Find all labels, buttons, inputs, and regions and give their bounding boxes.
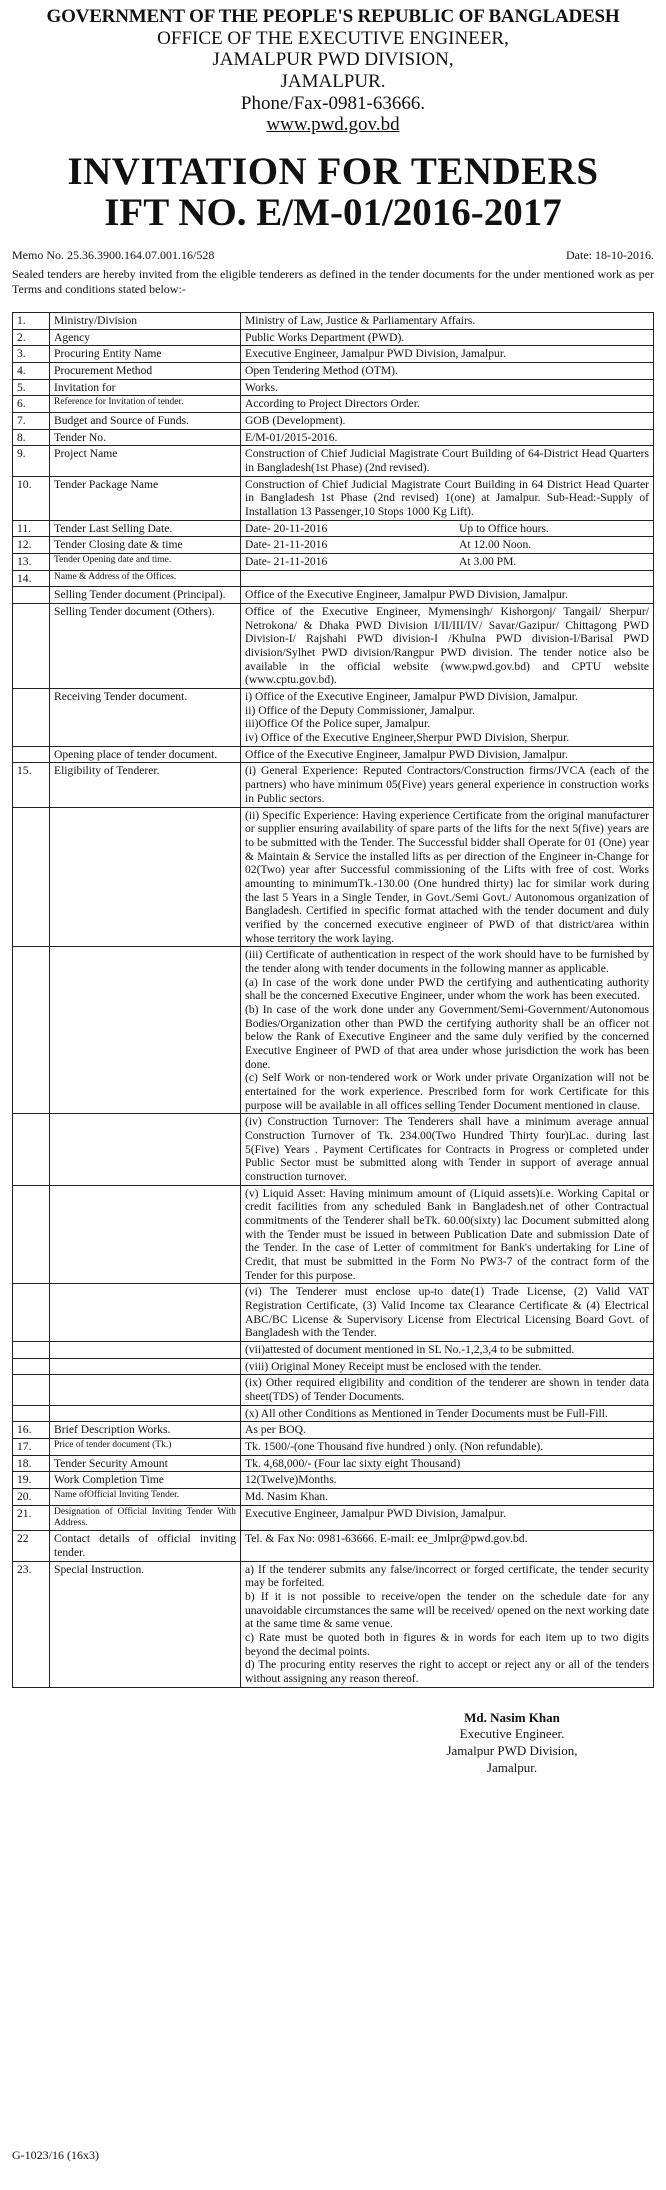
eligibility-item: (x) All other Conditions as Mentioned in Tender Documents must be Full-Fill.: [241, 1405, 654, 1422]
serial-number: [13, 587, 50, 604]
serial-number: 6.: [13, 396, 50, 413]
eligibility-item: (i) General Experience: Reputed Contractors/Construction firms/JVCA (each of the partners) who have minimum 05(Five) years general experience in construction works in Public sectors.: [241, 763, 654, 807]
table-row: [13, 313, 654, 330]
time-value: At 12.00 Noon.: [459, 538, 532, 552]
table-row: [13, 1375, 654, 1405]
table-row: [13, 1505, 654, 1530]
row-label: [50, 807, 241, 947]
row-value: Md. Nasim Khan.: [241, 1489, 654, 1506]
eligibility-item: (iv) Construction Turnover: The Tenderers shall have a minimum average annual Construction Turnover of Tk. 234.00(Two Hundred Thirty four)Lac. during last 5(Five) Years . Payment Certificates for Contracts in Progress or completed under Public Sector must be submitted along with Tender in support of average annual construction turnover.: [241, 1114, 654, 1185]
serial-number: 11.: [13, 520, 50, 537]
signatory-division: Jamalpur PWD Division,: [446, 1743, 578, 1759]
serial-number: 15.: [13, 763, 50, 807]
serial-number: 20.: [13, 1489, 50, 1506]
row-label: Name ofOfficial Inviting Tender.: [50, 1489, 241, 1506]
table-row: [13, 689, 654, 747]
row-value: Executive Engineer, Jamalpur PWD Division, Jamalpur.: [241, 346, 654, 363]
serial-number: 23.: [13, 1561, 50, 1687]
row-label: Procurement Method: [50, 363, 241, 380]
row-value: [241, 520, 654, 537]
row-label: Designation of Official Inviting Tender With Address.: [50, 1505, 241, 1530]
intro-paragraph: Sealed tenders are hereby invited from the eligible tenderers as defined in the tender documents for the under mentioned work as per Terms and conditions stated below:-: [12, 266, 654, 297]
table-row: [13, 604, 654, 689]
row-value: Construction of Chief Judicial Magistrate Court Building in 64 District Head Quarter in Bangladesh 1st Phase (2nd revised) 1(one) at Jamalpur. Sub-Head:-Supply of Installation 13 Passenger,10 Stops 1000 Kg Lift).: [241, 476, 654, 520]
serial-number: [13, 1342, 50, 1359]
serial-number: 9.: [13, 446, 50, 476]
row-value: Construction of Chief Judicial Magistrate Court Building of 64-District Head Quarters in Bangladesh(1st Phase) (2nd revised).: [241, 446, 654, 476]
serial-number: 14.: [13, 570, 50, 587]
row-label: Contact details of official inviting tender.: [50, 1531, 241, 1561]
signatory-city: Jamalpur.: [486, 1760, 538, 1776]
serial-number: 4.: [13, 363, 50, 380]
row-label: Tender No.: [50, 429, 241, 446]
table-row: [13, 1342, 654, 1359]
row-label: Eligibility of Tenderer.: [50, 763, 241, 807]
row-label: Brief Description Works.: [50, 1422, 241, 1439]
notice-title: INVITATION FOR TENDERS: [67, 149, 599, 193]
serial-number: [13, 1114, 50, 1185]
serial-number: 1.: [13, 313, 50, 330]
serial-number: [13, 604, 50, 689]
row-value: [241, 689, 654, 747]
row-label: [50, 1284, 241, 1342]
row-value: Tk. 4,68,000/- (Four lac sixty eight Thousand): [241, 1455, 654, 1472]
row-value: Tk. 1500/-(one Thousand five hundred ) only. (Non refundable).: [241, 1439, 654, 1456]
serial-number: 10.: [13, 476, 50, 520]
row-label: Special Instruction.: [50, 1561, 241, 1687]
table-row: [13, 446, 654, 476]
table-row: [13, 570, 654, 587]
table-row: [13, 1422, 654, 1439]
row-label: [50, 1375, 241, 1405]
serial-number: 22: [13, 1531, 50, 1561]
time-value: Up to Office hours.: [459, 521, 549, 535]
table-row: [13, 1489, 654, 1506]
table-row: [13, 379, 654, 396]
table-row: [13, 329, 654, 346]
eligibility-item: (v) Liquid Asset: Having minimum amount of (Liquid assets)i.e. Working Capital or credit facilities from any scheduled Bank in Bangladesh.net of other Contractual commitments of the Tenderer shall beTk. 60.00(sixty) lac Document submitted along with the Tender must be issued in between Publication Date and submission Date of the Tender. In the case of Letter of commitment for Bank's undertaking for Line of Credit, that must be submitted in the Form No PW3-7 of the contract form of the Tender for this purpose.: [241, 1185, 654, 1284]
table-row: [13, 763, 654, 807]
serial-number: 12.: [13, 537, 50, 554]
table-row: [13, 746, 654, 763]
serial-number: [13, 1405, 50, 1422]
row-label: [50, 1405, 241, 1422]
table-row: [13, 1439, 654, 1456]
table-row: [13, 429, 654, 446]
row-value: Office of the Executive Engineer, Jamalpur PWD Division, Jamalpur.: [241, 746, 654, 763]
row-value: Office of the Executive Engineer, Jamalpur PWD Division, Jamalpur.: [241, 587, 654, 604]
row-label: Tender Closing date & time: [50, 537, 241, 554]
table-row: [13, 1561, 654, 1687]
serial-number: [13, 1358, 50, 1375]
row-value: Ministry of Law, Justice & Parliamentary Affairs.: [241, 313, 654, 330]
serial-number: [13, 1284, 50, 1342]
special-instruction: a) If the tenderer submits any false/incorrect or forged certificate, the tender security may be forfeited. b) If it is not possible to receive/open the tender on the schedule date for any unavoidable circumstances the same will be received/ opened on the next working date at the same time & same venue. c) Rate must be quoted both in figures & in words for each item up to two digits beyond the decimal points. d) The procuring entity reserves the right to accept or reject any or all of the tenders without assigning any reason thereof.: [241, 1561, 654, 1687]
row-label: Procuring Entity Name: [50, 346, 241, 363]
row-label: Selling Tender document (Others).: [50, 604, 241, 689]
table-row: [13, 363, 654, 380]
row-label: Opening place of tender document.: [50, 746, 241, 763]
date-value: Date- 21-11-2016: [245, 538, 328, 552]
eligibility-item: (ix) Other required eligibility and condition of the tenderer are shown in tender data sheet(TDS) of Tender Documents.: [241, 1375, 654, 1405]
signatory-designation: Executive Engineer.: [459, 1726, 565, 1742]
letterhead: [12, 6, 654, 136]
row-value: Tel. & Fax No: 0981-63666. E-mail: ee_Jmlpr@pwd.gov.bd.: [241, 1531, 654, 1561]
office-name: OFFICE OF THE EXECUTIVE ENGINEER,: [157, 27, 509, 49]
city-name: JAMALPUR.: [280, 70, 386, 92]
row-value: According to Project Directors Order.: [241, 396, 654, 413]
ift-number: IFT NO. E/M-01/2016-2017: [104, 190, 562, 234]
division-name: JAMALPUR PWD DIVISION,: [212, 49, 454, 71]
table-row: [13, 537, 654, 554]
row-label: Invitation for: [50, 379, 241, 396]
row-value: Works.: [241, 379, 654, 396]
table-row: [13, 1185, 654, 1284]
receiving-office: ii) Office of the Deputy Commissioner, Jamalpur.: [245, 703, 475, 717]
row-label: Price of tender document (Tk.): [50, 1439, 241, 1456]
row-value: E/M-01/2015-2016.: [241, 429, 654, 446]
table-row: [13, 1531, 654, 1561]
government-name: GOVERNMENT OF THE PEOPLE'S REPUBLIC OF BANGLADESH: [46, 6, 620, 27]
serial-number: [13, 1375, 50, 1405]
serial-number: 2.: [13, 329, 50, 346]
table-row: [13, 1284, 654, 1342]
row-label: Ministry/Division: [50, 313, 241, 330]
eligibility-item: (vii)attested of document mentioned in SL No.-1,2,3,4 to be submitted.: [241, 1342, 654, 1359]
eligibility-item: (ii) Specific Experience: Having experience Certificate from the original manufacturer or supplier ensuring availability of spare parts of the lifts for the next 5(five) years are to be submitted with the Tender. The Successful bidder shall Operate for 01 (One) year & Maintain & Service the installed lifts as per direction of the Engineer in-Change for 02(Two) year after Successful commissioning of the Lifts with free of cost. Works amounting to minimumTk.-130.00 (One hundred thirty) lac for similar work during the last 5 Years in a Single Tender, in Govt./Semi Govt./ Autonomous organization of Bangladesh. Certified in specific format attached with the tender document and duly verified by the concerned executive engineer of PWD of that district/area within whose territory the work laying.: [241, 807, 654, 947]
table-row: [13, 1358, 654, 1375]
signatory-name: Md. Nasim Khan: [464, 1709, 560, 1725]
row-label: Reference for Invitation of tender.: [50, 396, 241, 413]
row-label: Tender Security Amount: [50, 1455, 241, 1472]
serial-number: 7.: [13, 413, 50, 430]
table-row: [13, 1114, 654, 1185]
row-label: Tender Package Name: [50, 476, 241, 520]
serial-number: [13, 947, 50, 1114]
table-row: [13, 1472, 654, 1489]
row-label: [50, 1185, 241, 1284]
row-label: [50, 1342, 241, 1359]
row-value: [241, 537, 654, 554]
row-value: Open Tendering Method (OTM).: [241, 363, 654, 380]
row-label: Tender Opening date and time.: [50, 554, 241, 571]
row-label: Receiving Tender document.: [50, 689, 241, 747]
time-value: At 3.00 PM.: [459, 555, 517, 569]
table-row: [13, 947, 654, 1114]
date-value: Date- 21-11-2016: [245, 555, 328, 569]
table-row: [13, 1405, 654, 1422]
row-label: Agency: [50, 329, 241, 346]
serial-number: [13, 807, 50, 947]
serial-number: 16.: [13, 1422, 50, 1439]
row-label: [50, 1114, 241, 1185]
table-row: [13, 587, 654, 604]
serial-number: 17.: [13, 1439, 50, 1456]
eligibility-item: (viii) Original Money Receipt must be enclosed with the tender.: [241, 1358, 654, 1375]
table-row: [13, 476, 654, 520]
eligibility-item: (iii) Certificate of authentication in respect of the work should have to be furnished by the tender along with tender documents in the following manner as applicable. (a) In case of the work done under PWD the certifying and authenticating authority shall be the concerned Executive Engineer, under whom the work has been executed. (b) In case of the work done under any Government/Semi-Government/Autonomous Bodies/Organization other than PWD the certifying authority shall be an officer not below the Rank of Executive Engineer and the same duly verified by the concerned Executive Engineer of PWD of that area under whose jurisdiction the work has been done. (c) Self Work or non-tendered work or Work under private Organization will not be entertained for the work experience. Prescribed form for work Certificate for this purpose will be available in all offices selling Tender Document mentioned in clause.: [241, 947, 654, 1114]
serial-number: 18.: [13, 1455, 50, 1472]
row-label: Selling Tender document (Principal).: [50, 587, 241, 604]
tender-details-table: [12, 312, 654, 1688]
table-row: [13, 396, 654, 413]
row-value: Public Works Department (PWD).: [241, 329, 654, 346]
serial-number: 19.: [13, 1472, 50, 1489]
row-label: Project Name: [50, 446, 241, 476]
memo-number: Memo No. 25.36.3900.164.07.001.16/528: [12, 247, 215, 262]
serial-number: 3.: [13, 346, 50, 363]
receiving-office: iv) Office of the Executive Engineer,Sherpur PWD Division, Sherpur.: [245, 731, 570, 745]
memo-line: [12, 248, 654, 263]
serial-number: 21.: [13, 1505, 50, 1530]
serial-number: [13, 746, 50, 763]
table-row: [13, 413, 654, 430]
serial-number: [13, 689, 50, 747]
table-row: [13, 520, 654, 537]
eligibility-item: (vi) The Tenderer must enclose up-to date(1) Trade License, (2) Valid VAT Registration Certificate, (3) Valid Income tax Clearance Certificate & (4) Electrical ABC/BC License & Supervisory License from Electrical Licensing Board Govt. of Bangladesh with the Tender.: [241, 1284, 654, 1342]
serial-number: 13.: [13, 554, 50, 571]
row-label: Tender Last Selling Date.: [50, 520, 241, 537]
row-label: [50, 947, 241, 1114]
memo-date: Date: 18-10-2016.: [566, 247, 654, 262]
row-label: [50, 1358, 241, 1375]
row-label: Name & Address of the Offices.: [50, 570, 241, 587]
g-code: G-1023/16 (16x3): [12, 2148, 99, 2162]
serial-number: 8.: [13, 429, 50, 446]
row-value: As per BOQ.: [241, 1422, 654, 1439]
date-value: Date- 20-11-2016: [245, 521, 328, 535]
row-value: [241, 570, 654, 587]
serial-number: [13, 1185, 50, 1284]
table-row: [13, 807, 654, 947]
signature-block: [392, 1710, 632, 1778]
phone-fax: Phone/Fax-0981-63666.: [240, 92, 426, 114]
table-row: [13, 1455, 654, 1472]
row-value: 12(Twelve)Months.: [241, 1472, 654, 1489]
website-link[interactable]: www.pwd.gov.bd: [266, 114, 400, 136]
row-label: Work Completion Time: [50, 1472, 241, 1489]
serial-number: 5.: [13, 379, 50, 396]
table-row: [13, 554, 654, 571]
receiving-office: i) Office of the Executive Engineer, Jamalpur PWD Division, Jamalpur.: [245, 690, 578, 704]
receiving-office: iii)Office Of the Police super, Jamalpur.: [245, 717, 431, 731]
row-value: GOB (Development).: [241, 413, 654, 430]
row-value: [241, 554, 654, 571]
row-label: Budget and Source of Funds.: [50, 413, 241, 430]
row-value: Executive Engineer, Jamalpur PWD Division, Jamalpur.: [241, 1505, 654, 1530]
row-value: Office of the Executive Engineer, Mymensingh/ Kishorgonj/ Tangail/ Sherpur/ Netrokona/ & Dhaka PWD Division I/II/III/IV/ Savar/Gazipur/ Chittagong PWD Division-I/ Rajshahi PWD division-I /Khulna PWD division-I/Barisal PWD division/Sylhet PWD division/Rangpur PWD division. The tender notice also be available in the official website (www.pwd.gov.bd) and CPTU website (www.cptu.gov.bd).: [241, 604, 654, 689]
table-row: [13, 346, 654, 363]
